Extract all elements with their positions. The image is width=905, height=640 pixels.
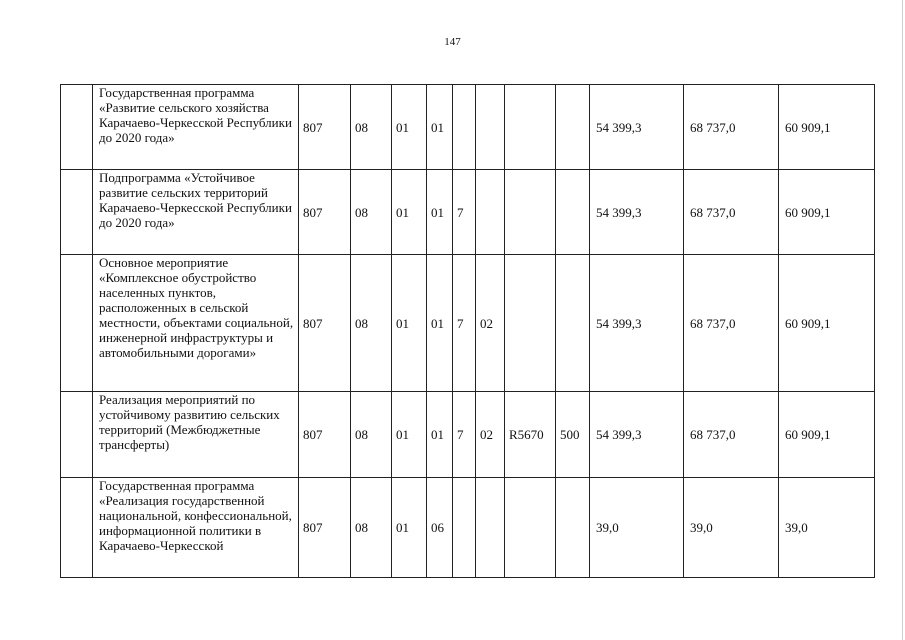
row-number-cell [61, 170, 93, 255]
subsection-code-cell: 01 [392, 478, 427, 578]
item-name-cell: Реализация мероприятий по устойчивому развитию сельских территорий (Межбюджетные трансферты) [93, 392, 299, 478]
direction-code-cell [505, 478, 556, 578]
department-code-cell: 807 [299, 170, 351, 255]
section-code-cell: 08 [351, 255, 392, 392]
program-code-cell: 06 [427, 478, 453, 578]
department-code-cell: 807 [299, 392, 351, 478]
item-name-cell: Государственная программа «Реализация государственной национальной, конфессиональной, информационной политики в Карачаево-Черкесской [93, 478, 299, 578]
amount-year1-cell: 54 399,3 [590, 392, 684, 478]
table-body [61, 85, 875, 578]
expense-type-code-cell [556, 85, 590, 170]
subprogram-code-cell [453, 478, 476, 578]
direction-code-cell [505, 85, 556, 170]
direction-code-cell [505, 255, 556, 392]
section-code-cell: 08 [351, 170, 392, 255]
amount-year2-cell: 68 737,0 [684, 85, 779, 170]
amount-year2-cell: 68 737,0 [684, 255, 779, 392]
item-name-cell: Основное мероприятие «Комплексное обустройство населенных пунктов, расположенных в сельской местности, объектами социальной, инженерной инфраструктуры и автомобильными дорогами» [93, 255, 299, 392]
row-number-cell [61, 392, 93, 478]
amount-year1-cell: 54 399,3 [590, 85, 684, 170]
row-number-cell [61, 255, 93, 392]
activity-code-cell [476, 85, 505, 170]
section-code-cell: 08 [351, 85, 392, 170]
amount-year2-cell: 68 737,0 [684, 170, 779, 255]
subsection-code-cell: 01 [392, 170, 427, 255]
department-code-cell: 807 [299, 85, 351, 170]
subsection-code-cell: 01 [392, 85, 427, 170]
subsection-code-cell: 01 [392, 255, 427, 392]
amount-year3-cell: 60 909,1 [779, 170, 875, 255]
table-row [61, 255, 875, 392]
amount-year2-cell: 68 737,0 [684, 392, 779, 478]
amount-year3-cell: 60 909,1 [779, 255, 875, 392]
row-number-cell [61, 478, 93, 578]
activity-code-cell [476, 478, 505, 578]
activity-code-cell: 02 [476, 392, 505, 478]
expense-type-code-cell [556, 478, 590, 578]
subprogram-code-cell: 7 [453, 255, 476, 392]
direction-code-cell: R5670 [505, 392, 556, 478]
subsection-code-cell: 01 [392, 392, 427, 478]
table-row [61, 392, 875, 478]
amount-year1-cell: 54 399,3 [590, 170, 684, 255]
item-name-cell: Государственная программа «Развитие сельского хозяйства Карачаево-Черкесской Республики до 2020 года» [93, 85, 299, 170]
amount-year1-cell: 39,0 [590, 478, 684, 578]
activity-code-cell [476, 170, 505, 255]
direction-code-cell [505, 170, 556, 255]
program-code-cell: 01 [427, 255, 453, 392]
table-row [61, 85, 875, 170]
expense-type-code-cell: 500 [556, 392, 590, 478]
subprogram-code-cell: 7 [453, 170, 476, 255]
subprogram-code-cell [453, 85, 476, 170]
scan-edge [902, 0, 903, 640]
budget-table [60, 84, 875, 578]
amount-year3-cell: 39,0 [779, 478, 875, 578]
amount-year2-cell: 39,0 [684, 478, 779, 578]
section-code-cell: 08 [351, 478, 392, 578]
program-code-cell: 01 [427, 170, 453, 255]
amount-year1-cell: 54 399,3 [590, 255, 684, 392]
department-code-cell: 807 [299, 478, 351, 578]
subprogram-code-cell: 7 [453, 392, 476, 478]
section-code-cell: 08 [351, 392, 392, 478]
program-code-cell: 01 [427, 392, 453, 478]
amount-year3-cell: 60 909,1 [779, 85, 875, 170]
page-number: 147 [444, 36, 461, 48]
amount-year3-cell: 60 909,1 [779, 392, 875, 478]
table-row [61, 170, 875, 255]
department-code-cell: 807 [299, 255, 351, 392]
program-code-cell: 01 [427, 85, 453, 170]
expense-type-code-cell [556, 255, 590, 392]
expense-type-code-cell [556, 170, 590, 255]
activity-code-cell: 02 [476, 255, 505, 392]
item-name-cell: Подпрограмма «Устойчивое развитие сельских территорий Карачаево-Черкесской Республики до 2020 года» [93, 170, 299, 255]
table-row [61, 478, 875, 578]
row-number-cell [61, 85, 93, 170]
